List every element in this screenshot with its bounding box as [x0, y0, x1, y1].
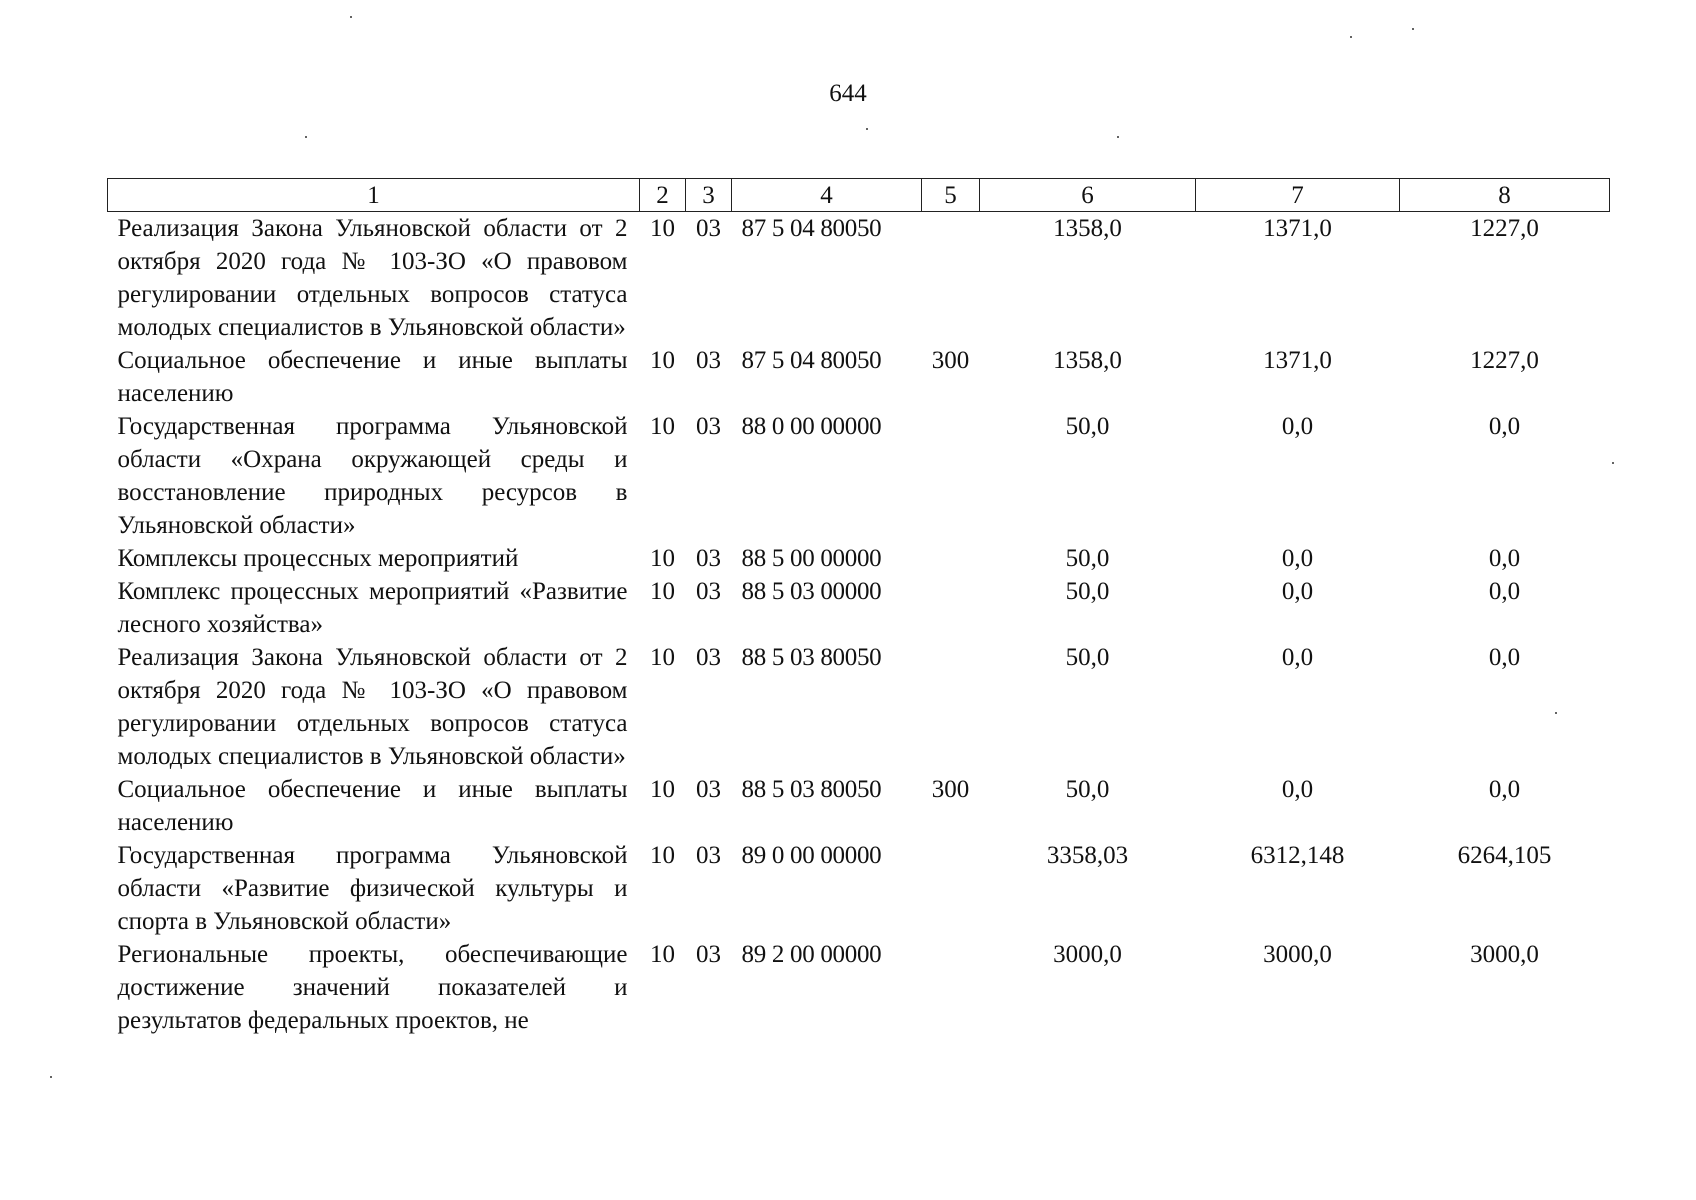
row-subsection: 03 — [696, 215, 721, 242]
table-row — [108, 839, 1610, 938]
row-section: 10 — [650, 545, 675, 572]
table-row — [108, 542, 1610, 575]
header-row — [108, 179, 1610, 212]
row-expense-type — [922, 938, 980, 1037]
row-value-col7: 0,0 — [1281, 578, 1314, 605]
table-row — [108, 344, 1610, 410]
row-name: Социальное обеспечение и иные выплаты населению — [117, 776, 628, 836]
scan-speck — [50, 1076, 52, 1078]
row-value-col6: 50,0 — [1065, 413, 1110, 440]
row-value-col8: 0,0 — [1488, 578, 1521, 605]
row-value-col7: 0,0 — [1281, 545, 1314, 572]
row-target-article: 87 5 04 80050 — [741, 347, 882, 374]
header-col-8: 8 — [1400, 179, 1610, 212]
row-subsection: 03 — [696, 413, 721, 440]
header-col-3: 3 — [686, 179, 732, 212]
budget-table — [107, 178, 1610, 1037]
table-header — [108, 179, 1610, 212]
row-value-col8: 1227,0 — [1470, 215, 1539, 242]
page-number — [0, 80, 1696, 108]
row-value-col8: 0,0 — [1488, 776, 1521, 803]
row-value-col8: 3000,0 — [1470, 941, 1539, 968]
row-target-article: 88 5 03 00000 — [741, 578, 882, 605]
row-subsection: 03 — [696, 545, 721, 572]
header-col-2: 2 — [640, 179, 686, 212]
header-col-1: 1 — [108, 179, 640, 212]
row-target-article: 88 5 00 00000 — [741, 545, 882, 572]
row-name: Реализация Закона Ульяновской области от 2 октября 2020 года № 103-ЗО «О правовом регулировании отдельных вопросов статуса молодых специалистов в Ульяновской области» — [117, 215, 628, 341]
row-value-col8: 1227,0 — [1470, 347, 1539, 374]
scan-speck — [1350, 36, 1352, 38]
scan-speck — [1412, 28, 1414, 30]
row-expense-type — [922, 542, 980, 575]
row-section: 10 — [650, 413, 675, 440]
row-value-col7: 0,0 — [1281, 413, 1314, 440]
row-value-col6: 50,0 — [1065, 776, 1110, 803]
row-value-col6: 50,0 — [1065, 545, 1110, 572]
row-value-col6: 1358,0 — [1053, 215, 1122, 242]
row-value-col6: 50,0 — [1065, 644, 1110, 671]
table-body — [108, 212, 1610, 1038]
row-value-col8: 0,0 — [1488, 413, 1521, 440]
row-subsection: 03 — [696, 644, 721, 671]
row-target-article: 89 2 00 00000 — [741, 941, 882, 968]
header-col-5: 5 — [922, 179, 980, 212]
row-subsection: 03 — [696, 347, 721, 374]
row-value-col6: 3000,0 — [1053, 941, 1122, 968]
table-row — [108, 773, 1610, 839]
row-name: Комплексы процессных мероприятий — [117, 545, 519, 572]
row-value-col7: 6312,148 — [1250, 842, 1345, 869]
row-value-col7: 3000,0 — [1263, 941, 1332, 968]
row-name: Государственная программа Ульяновской области «Развитие физической культуры и спорта в Ульяновской области» — [117, 842, 628, 935]
scan-speck — [350, 16, 352, 18]
row-value-col6: 3358,03 — [1046, 842, 1129, 869]
table-row — [108, 410, 1610, 542]
row-value-col7: 0,0 — [1281, 776, 1314, 803]
scan-speck — [1612, 462, 1614, 464]
row-subsection: 03 — [696, 941, 721, 968]
row-subsection: 03 — [696, 776, 721, 803]
row-subsection: 03 — [696, 578, 721, 605]
row-value-col7: 0,0 — [1281, 644, 1314, 671]
row-name: Комплекс процессных мероприятий «Развитие лесного хозяйства» — [117, 578, 628, 638]
header-col-4: 4 — [732, 179, 922, 212]
row-expense-type: 300 — [931, 776, 970, 803]
scan-speck — [1117, 136, 1119, 138]
header-col-6: 6 — [980, 179, 1196, 212]
table-row — [108, 212, 1610, 345]
page-number-text: 644 — [829, 80, 867, 107]
row-name: Реализация Закона Ульяновской области от 2 октября 2020 года № 103-ЗО «О правовом регулировании отдельных вопросов статуса молодых специалистов в Ульяновской области» — [117, 644, 628, 770]
row-expense-type — [922, 839, 980, 938]
row-section: 10 — [650, 842, 675, 869]
row-section: 10 — [650, 578, 675, 605]
row-target-article: 89 0 00 00000 — [741, 842, 882, 869]
row-expense-type — [922, 410, 980, 542]
row-value-col6: 50,0 — [1065, 578, 1110, 605]
row-target-article: 87 5 04 80050 — [741, 215, 882, 242]
table-row — [108, 575, 1610, 641]
row-name: Социальное обеспечение и иные выплаты населению — [117, 347, 628, 407]
scan-speck — [866, 128, 868, 130]
row-value-col7: 1371,0 — [1263, 347, 1332, 374]
row-value-col6: 1358,0 — [1053, 347, 1122, 374]
row-target-article: 88 0 00 00000 — [741, 413, 882, 440]
row-section: 10 — [650, 347, 675, 374]
row-value-col8: 0,0 — [1488, 545, 1521, 572]
row-target-article: 88 5 03 80050 — [741, 644, 882, 671]
row-expense-type — [922, 212, 980, 345]
row-subsection: 03 — [696, 842, 721, 869]
row-value-col7: 1371,0 — [1263, 215, 1332, 242]
row-expense-type: 300 — [931, 347, 970, 374]
row-value-col8: 0,0 — [1488, 644, 1521, 671]
row-name: Государственная программа Ульяновской области «Охрана окружающей среды и восстановление природных ресурсов в Ульяновской области» — [117, 413, 628, 539]
table-row — [108, 641, 1610, 773]
row-section: 10 — [650, 215, 675, 242]
table-row — [108, 938, 1610, 1037]
header-col-7: 7 — [1196, 179, 1400, 212]
row-expense-type — [922, 641, 980, 773]
row-expense-type — [922, 575, 980, 641]
row-target-article: 88 5 03 80050 — [741, 776, 882, 803]
row-name: Региональные проекты, обеспечивающие достижение значений показателей и результатов федеральных проектов, не — [117, 941, 628, 1034]
row-section: 10 — [650, 776, 675, 803]
row-section: 10 — [650, 644, 675, 671]
scan-speck — [305, 136, 307, 138]
row-section: 10 — [650, 941, 675, 968]
row-value-col8: 6264,105 — [1457, 842, 1552, 869]
